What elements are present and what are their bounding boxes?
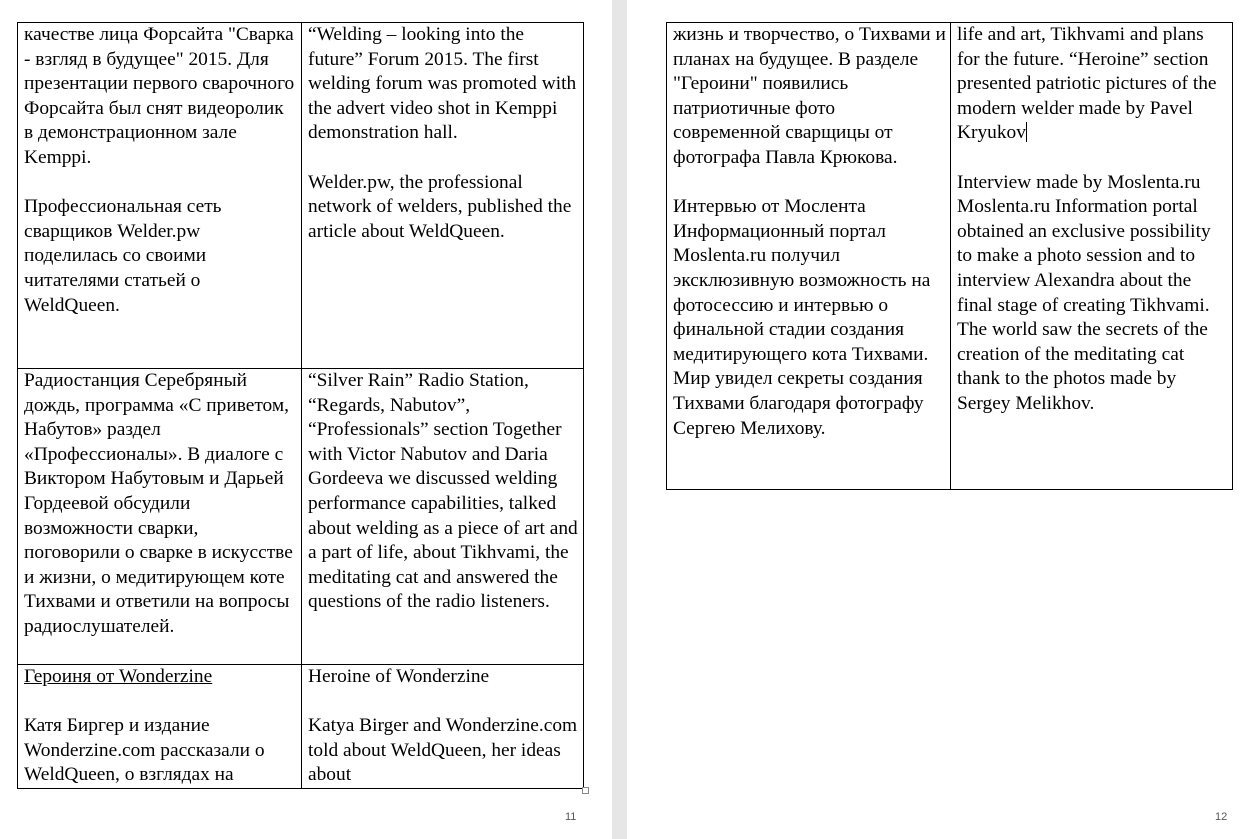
bilingual-table-page-11 bbox=[17, 22, 584, 789]
english-cell[interactable] bbox=[951, 23, 1233, 490]
russian-cell[interactable] bbox=[18, 665, 302, 789]
table-resize-handle[interactable] bbox=[582, 787, 589, 794]
russian-cell[interactable]: Радиостанция Серебряный дождь, программа «С приветом, Набутов» раздел «Профессионалы». В диалоге с Виктором Набутовым и Дарьей Гордеевой обсудили возможности сварки, поговорили о сварке в искусстве и жизни, о медитирующем коте Тихвами и ответили на вопросы радиослушателей. bbox=[18, 369, 302, 665]
russian-cell[interactable]: жизнь и творчество, о Тихвами и планах на будущее. В разделе "Героини" появились патриотичные фото современной сварщицы от фотографа Павла Крюкова. Интервью от Мослента Информационный портал Moslenta.ru получил эксклюзивную возможность на фотосессию и интервью о финальной стадии создания медитирующего кота Тихвами. Мир увидел секреты создания Тихвами благодаря фотографу Сергею Мелихову. bbox=[667, 23, 951, 490]
cell-text: Interview made by Moslenta.ru Moslenta.ru Information portal obtained an exclusive possibility to make a photo session and to interview Alexandra about the final stage of creating Tikhvami. The world saw the secrets of the creation of the meditating cat thank to the photos made by Sergey Melikhov. bbox=[957, 171, 1211, 414]
bilingual-table-page-12 bbox=[666, 22, 1233, 490]
section-heading-link[interactable]: Героиня от Wonderzine bbox=[24, 666, 213, 687]
english-cell[interactable]: “Silver Rain” Radio Station, “Regards, Nabutov”, “Professionals” section Together with Victor Nabutov and Daria Gordeeva we discussed welding performance capabilities, talked about welding as a piece of art and a part of life, about Tikhvami, the meditating cat and answered the questions of the radio listeners. bbox=[302, 369, 584, 665]
page-number: 12 bbox=[1215, 811, 1228, 823]
table-row bbox=[667, 23, 1233, 490]
table-row bbox=[18, 369, 584, 665]
text-cursor bbox=[1026, 122, 1027, 142]
cell-text: life and art, Tikhvami and plans for the future. “Heroine” section presented patriotic pictures of the modern welder made by Pavel Kryukov bbox=[957, 24, 1217, 144]
page-11 bbox=[0, 0, 612, 839]
table-row bbox=[18, 23, 584, 369]
english-cell[interactable]: “Welding – looking into the future” Forum 2015. The first welding forum was promoted with the advert video shot in Kemppi demonstration hall. Welder.pw, the professional network of welders, published the article about WeldQueen. bbox=[302, 23, 584, 369]
russian-cell[interactable]: качестве лица Форсайта "Сварка - взгляд в будущее" 2015. Для презентации первого сварочного Форсайта был снят видеоролик в демонстрационном зале Kemppi. Профессиональная сеть сварщиков Welder.pw поделилась со своими читателями статьей о WeldQueen. bbox=[18, 23, 302, 369]
page-12 bbox=[627, 0, 1260, 839]
table-row bbox=[18, 665, 584, 789]
english-cell[interactable]: Heroine of Wonderzine Katya Birger and Wonderzine.com told about WeldQueen, her ideas about bbox=[302, 665, 584, 789]
cell-text: Катя Биргер и издание Wonderzine.com рассказали о WeldQueen, о взглядах на bbox=[24, 715, 265, 786]
page-number: 11 bbox=[565, 811, 577, 823]
